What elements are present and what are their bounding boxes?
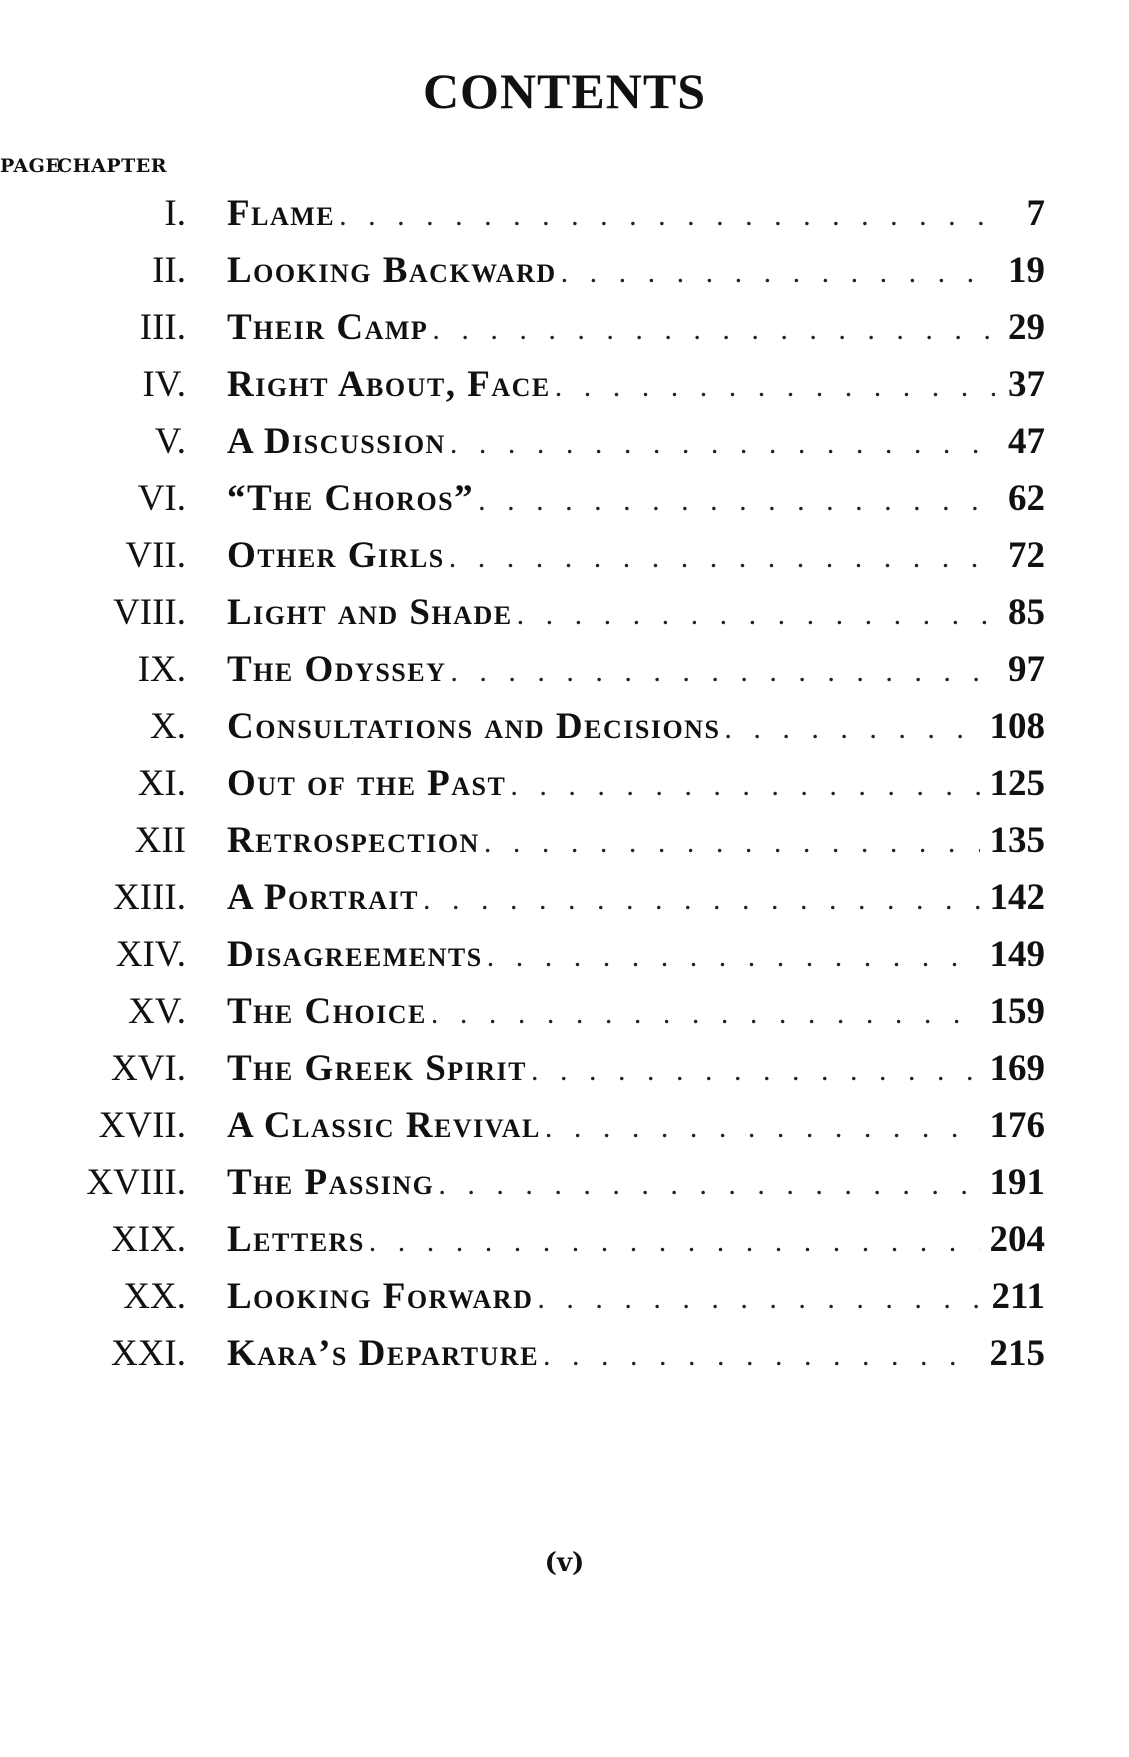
page-number: 72 — [1008, 535, 1045, 576]
page-number: 191 — [989, 1162, 1045, 1203]
toc-entry — [0, 418, 1129, 475]
dot-leader — [555, 370, 995, 404]
chapter-title: Disagreements — [227, 934, 483, 975]
page-title: CONTENTS — [422, 63, 707, 119]
chapter-number: IV. — [142, 364, 186, 405]
page-number: 211 — [991, 1276, 1045, 1317]
dot-leader — [531, 1054, 979, 1088]
table-of-contents — [0, 190, 1129, 1387]
toc-entry — [0, 1102, 1129, 1159]
chapter-number: XIX. — [110, 1219, 186, 1260]
page-number: 97 — [1008, 649, 1045, 690]
chapter-title: Kara’s Departure — [227, 1333, 540, 1374]
toc-entry — [0, 1273, 1129, 1330]
chapter-title: A Portrait — [227, 877, 419, 918]
chapter-title: The Passing — [227, 1162, 435, 1203]
page-folio: (v) — [544, 1548, 585, 1578]
dot-leader — [561, 256, 995, 290]
chapter-title: The Choice — [227, 991, 427, 1032]
chapter-number: XX. — [123, 1276, 186, 1317]
chapter-number: XVII. — [98, 1105, 186, 1146]
toc-entry — [0, 760, 1129, 817]
page-number: 204 — [989, 1219, 1045, 1260]
dot-leader — [450, 427, 995, 461]
chapter-title: Looking Forward — [227, 1276, 534, 1317]
page-number: 7 — [1026, 193, 1045, 234]
page-number: 142 — [989, 877, 1045, 918]
toc-entry — [0, 532, 1129, 589]
page-number: 19 — [1008, 250, 1045, 291]
chapter-title: Right About, Face — [227, 364, 551, 405]
dot-leader — [478, 484, 995, 518]
chapter-title: Light and Shade — [227, 592, 513, 633]
page-number: 159 — [989, 991, 1045, 1032]
chapter-title: Retrospection — [227, 820, 480, 861]
page-number: 135 — [989, 820, 1045, 861]
chapter-number: VIII. — [113, 592, 186, 633]
chapter-number: XVI. — [110, 1048, 186, 1089]
chapter-number: XVIII. — [86, 1162, 186, 1203]
page-number: 169 — [989, 1048, 1045, 1089]
chapter-number: XI. — [137, 763, 186, 804]
toc-entry — [0, 190, 1129, 247]
toc-entry — [0, 1330, 1129, 1387]
toc-entry — [0, 589, 1129, 646]
chapter-title: Out of the Past — [227, 763, 507, 804]
chapter-title: A Discussion — [227, 421, 446, 462]
page-number: 85 — [1008, 592, 1045, 633]
chapter-number: X. — [150, 706, 186, 747]
toc-entry — [0, 1216, 1129, 1273]
chapter-title: Their Camp — [227, 307, 429, 348]
chapter-number: V. — [154, 421, 186, 462]
dot-leader — [423, 883, 980, 917]
page-number: 176 — [989, 1105, 1045, 1146]
toc-entry — [0, 703, 1129, 760]
dot-leader — [431, 997, 980, 1031]
page-number: 47 — [1008, 421, 1045, 462]
chapter-number: VI. — [137, 478, 186, 519]
chapter-title: “The Choros” — [227, 478, 475, 519]
dot-leader — [487, 940, 980, 974]
dot-leader — [438, 1168, 979, 1202]
toc-entry — [0, 247, 1129, 304]
chapter-number: III. — [139, 307, 186, 348]
page-number: 37 — [1008, 364, 1045, 405]
dot-leader — [450, 655, 995, 689]
chapter-title: Consultations and Decisions — [227, 706, 721, 747]
dot-leader — [510, 769, 979, 803]
page-column-header: PAGE — [0, 155, 61, 177]
dot-leader — [449, 541, 995, 575]
chapter-number: I. — [164, 193, 186, 234]
chapter-title: Flame — [227, 193, 336, 234]
dot-leader — [545, 1111, 980, 1145]
chapter-number: XXI. — [110, 1333, 186, 1374]
toc-entry — [0, 874, 1129, 931]
chapter-title: The Greek Spirit — [227, 1048, 528, 1089]
dot-leader — [369, 1225, 980, 1259]
dot-leader — [517, 598, 995, 632]
toc-entry — [0, 988, 1129, 1045]
chapter-number: II. — [152, 250, 186, 291]
page-number: 108 — [989, 706, 1045, 747]
page-number: 29 — [1008, 307, 1045, 348]
toc-entry — [0, 646, 1129, 703]
toc-entry — [0, 817, 1129, 874]
dot-leader — [339, 199, 995, 233]
page-number: 62 — [1008, 478, 1045, 519]
chapter-number: XIII. — [113, 877, 186, 918]
dot-leader — [724, 712, 979, 746]
chapter-number: XV. — [128, 991, 186, 1032]
toc-entry — [0, 361, 1129, 418]
toc-entry — [0, 1045, 1129, 1102]
page-number: 149 — [989, 934, 1045, 975]
page-number: 125 — [989, 763, 1045, 804]
chapter-title: Looking Backward — [227, 250, 557, 291]
chapter-title: Letters — [227, 1219, 365, 1260]
dot-leader — [543, 1339, 979, 1373]
dot-leader — [484, 826, 980, 860]
chapter-column-header: CHAPTER — [57, 155, 168, 177]
chapter-number: XIV. — [115, 934, 186, 975]
dot-leader — [432, 313, 995, 347]
chapter-number: VII. — [125, 535, 186, 576]
toc-entry — [0, 304, 1129, 361]
chapter-number: IX. — [137, 649, 186, 690]
chapter-title: Other Girls — [227, 535, 445, 576]
page-number: 215 — [989, 1333, 1045, 1374]
chapter-number: XII — [134, 820, 186, 861]
toc-entry — [0, 931, 1129, 988]
chapter-title: A Classic Revival — [227, 1105, 541, 1146]
dot-leader — [537, 1282, 981, 1316]
toc-entry — [0, 1159, 1129, 1216]
chapter-title: The Odyssey — [227, 649, 447, 690]
toc-entry — [0, 475, 1129, 532]
